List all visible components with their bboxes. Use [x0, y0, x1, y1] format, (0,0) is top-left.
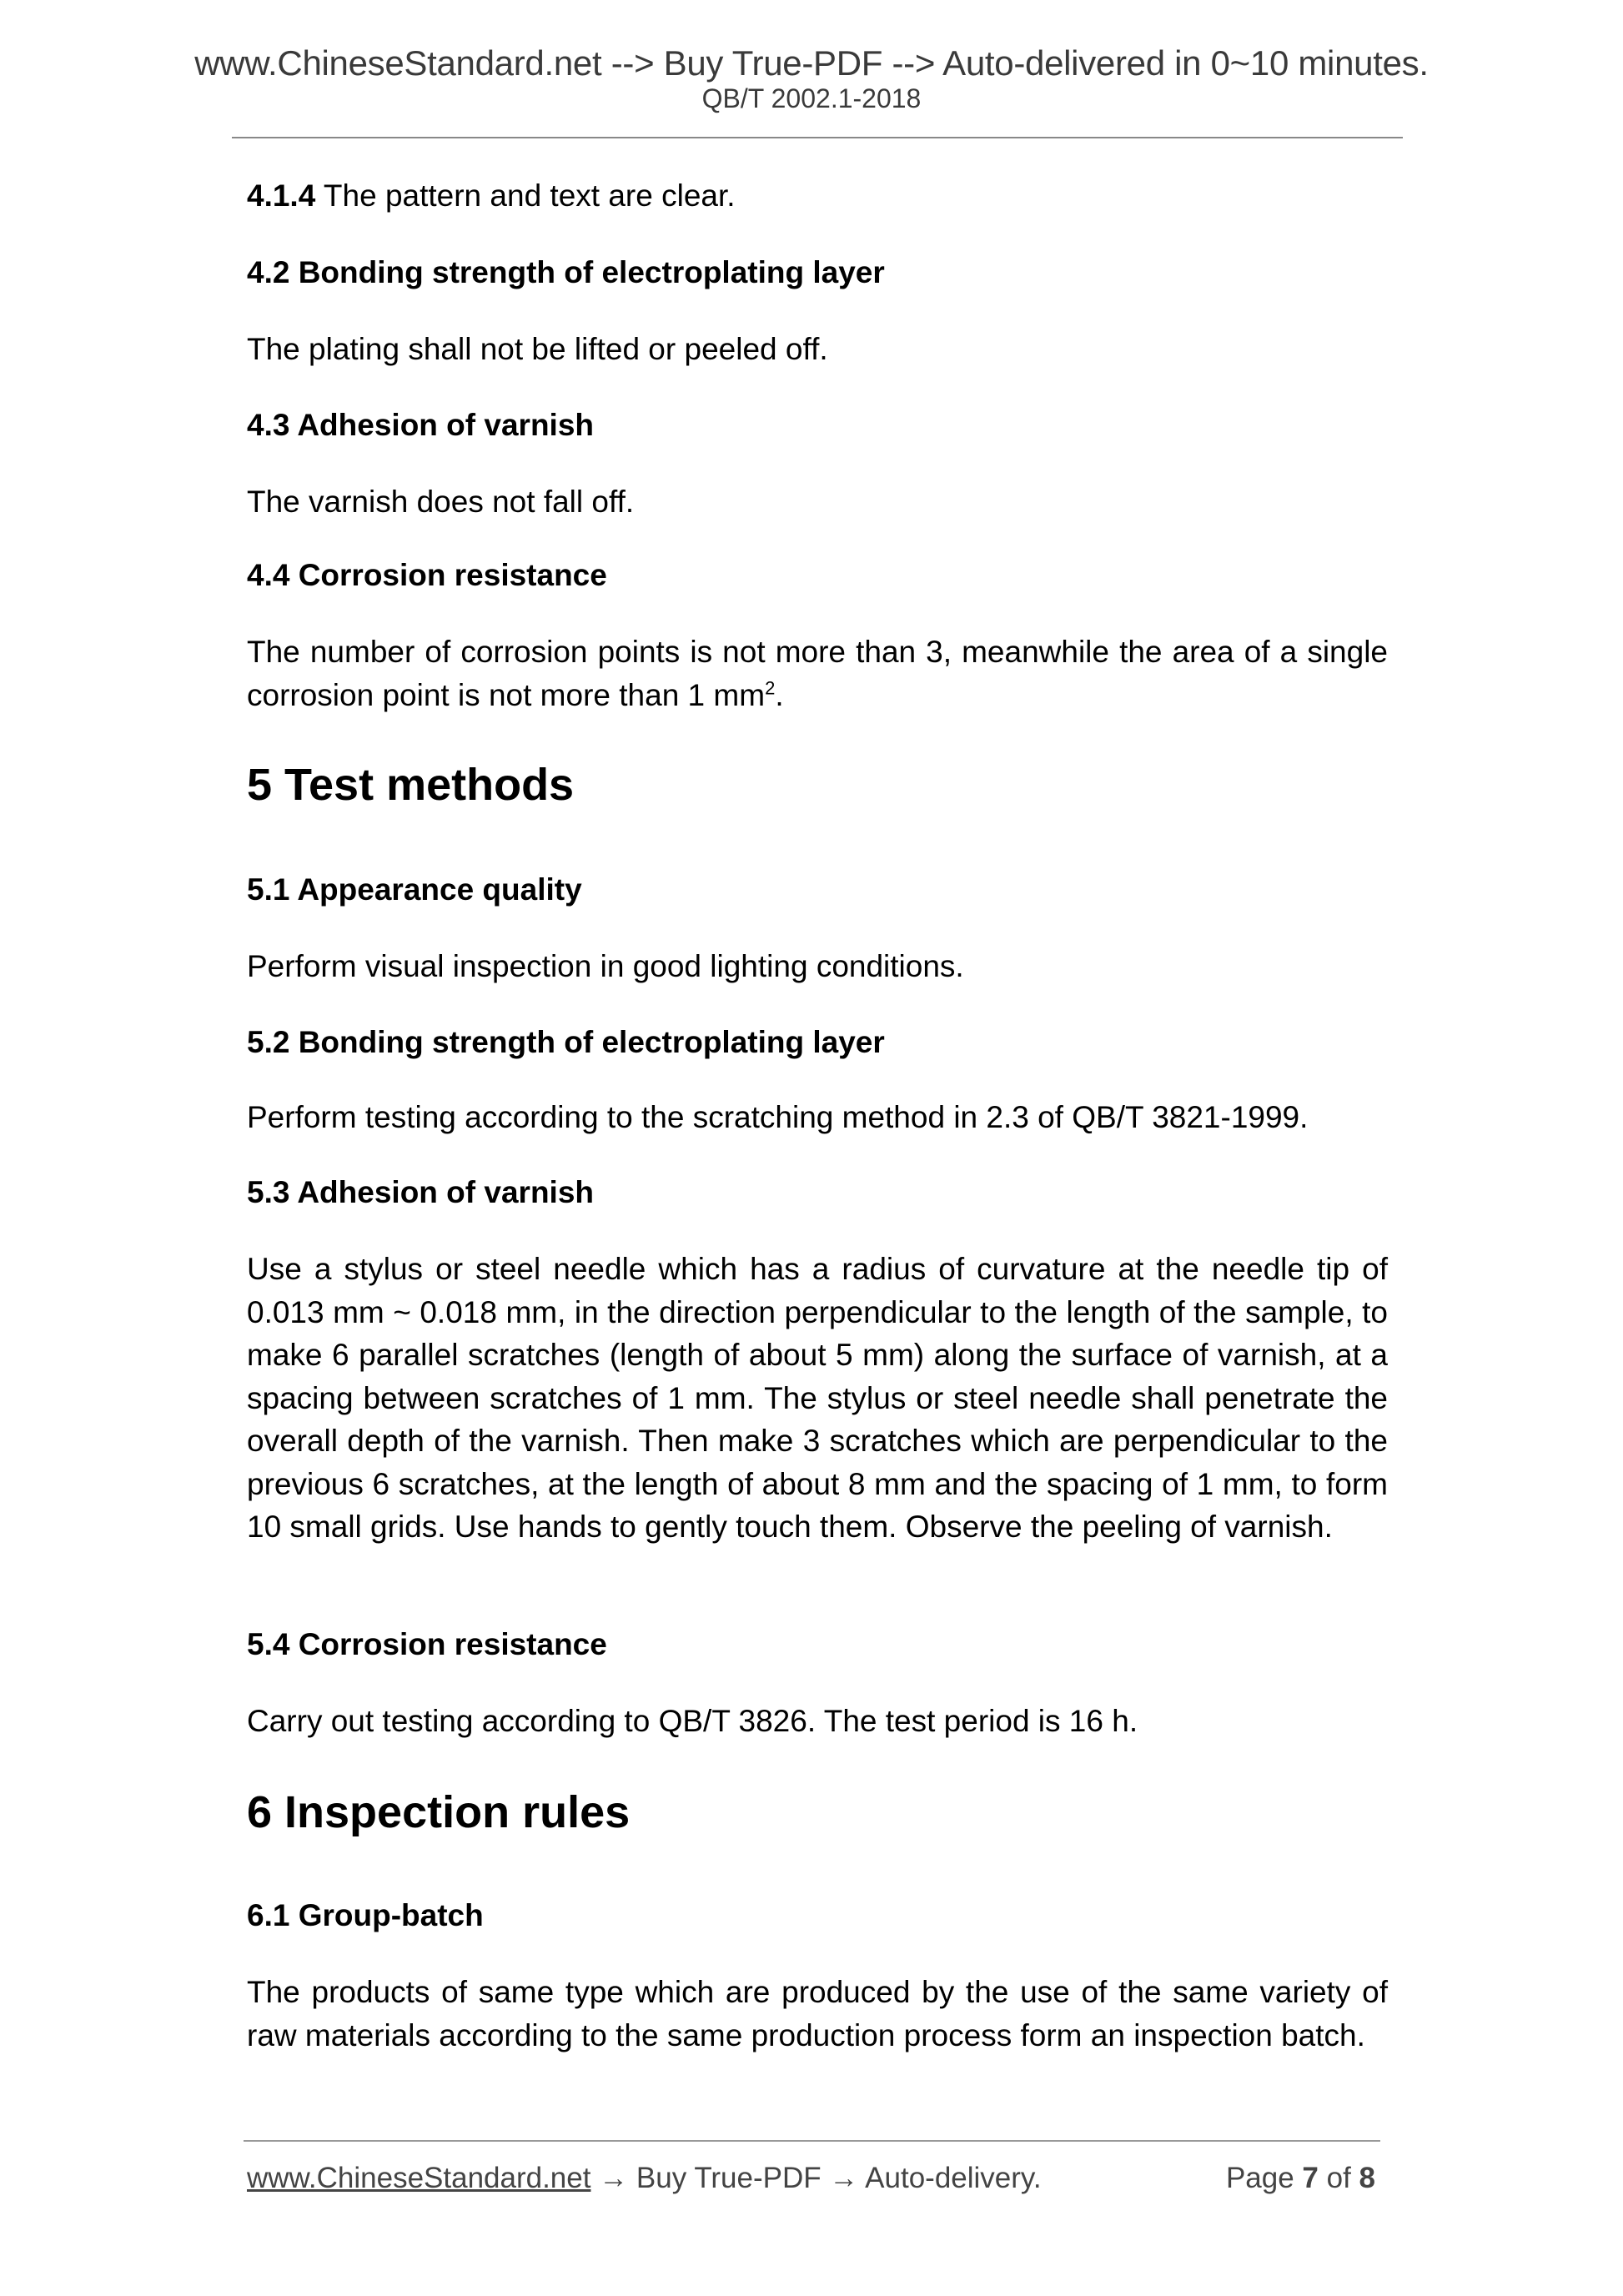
- paragraph-5-3: Use a stylus or steel needle which has a radius of curvature at the needle tip of 0.013 mm ~ 0.018 mm, in the direction perpendicular to the length of the sample, to make 6 parallel scratches (length of about 5 mm) along the surface of varnish, at a spacing between scratches of 1 mm. The stylus or steel needle shall penetrate the overall depth of the varnish. Then make 3 scratches which are perpendicular to the previous 6 scratches, at the length of about 8 mm and the spacing of 1 mm, to form 10 small grids. Use hands to gently touch them. Observe the peeling of varnish.: [247, 1252, 1388, 1544]
- footer-text: → Buy True-PDF → Auto-delivery.: [590, 2162, 1042, 2194]
- paragraph-5-2: Perform testing according to the scratching method in 2.3 of QB/T 3821-1999.: [247, 1100, 1309, 1134]
- page-label: Page: [1225, 2162, 1303, 2194]
- heading-5-4: 5.4 Corrosion resistance: [247, 1627, 607, 1661]
- paragraph-5-4: Carry out testing according to QB/T 3826. The test period is 16 h.: [247, 1704, 1138, 1738]
- paragraph-4-3: The varnish does not fall off.: [247, 485, 635, 519]
- page-indicator: [1226, 2162, 1375, 2195]
- heading-5-2: 5.2 Bonding strength of electroplating layer: [247, 1025, 885, 1059]
- footer-note: [247, 2162, 1042, 2195]
- page-total: 8: [1359, 2162, 1375, 2194]
- clause-text: The pattern and text are clear.: [315, 178, 736, 213]
- header-banner: www.ChineseStandard.net --> Buy True-PDF --> Auto-delivered in 0~10 minutes.: [194, 43, 1429, 83]
- page-of: of: [1318, 2162, 1359, 2194]
- paragraph-5-1: Perform visual inspection in good lighting conditions.: [247, 949, 964, 983]
- paragraph-end: .: [775, 677, 784, 712]
- clause-4-1-4: [247, 174, 1388, 218]
- heading-6: 6 Inspection rules: [247, 1787, 631, 1837]
- page-current: 7: [1302, 2162, 1319, 2194]
- heading-4-3: 4.3 Adhesion of varnish: [247, 408, 594, 442]
- paragraph-6-1: The products of same type which are produced by the use of the same variety of raw materials according to the same production process form an inspection batch.: [247, 1975, 1388, 2052]
- footer-divider: [244, 2140, 1380, 2142]
- footer-link[interactable]: www.ChineseStandard.net: [247, 2162, 591, 2194]
- heading-5-1: 5.1 Appearance quality: [247, 872, 582, 907]
- paragraph-4-2: The plating shall not be lifted or peeled off.: [247, 332, 828, 366]
- clause-number: 4.1.4: [247, 178, 316, 213]
- superscript: 2: [765, 677, 776, 699]
- heading-5: 5 Test methods: [247, 760, 575, 810]
- paragraph-4-4: [247, 631, 1388, 716]
- heading-4-4: 4.4 Corrosion resistance: [247, 558, 607, 592]
- heading-6-1: 6.1 Group-batch: [247, 1898, 484, 1932]
- header-divider: [232, 137, 1403, 138]
- heading-5-3: 5.3 Adhesion of varnish: [247, 1175, 594, 1209]
- heading-4-2: 4.2 Bonding strength of electroplating layer: [247, 255, 885, 289]
- paragraph-text: The number of corrosion points is not more than 3, meanwhile the area of a single corrosion point is not more than 1 mm: [247, 635, 1388, 712]
- standard-code: QB/T 2002.1-2018: [701, 83, 922, 113]
